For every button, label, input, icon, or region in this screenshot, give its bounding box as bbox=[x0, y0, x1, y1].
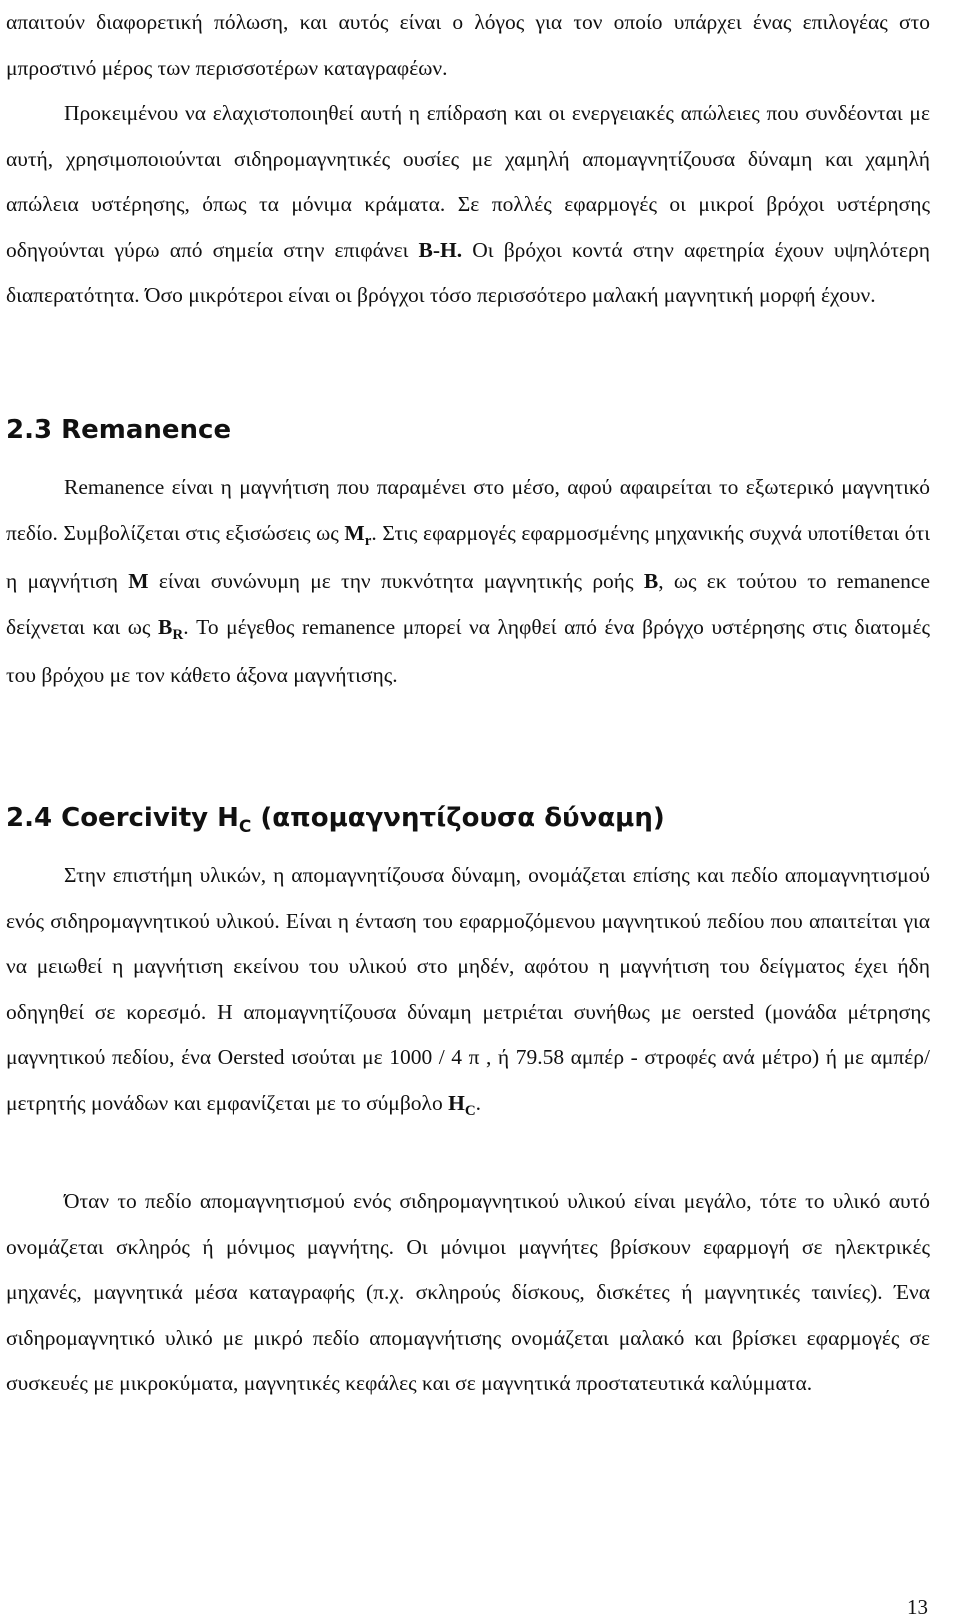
section-heading-remanence: 2.3 Remanence bbox=[6, 415, 232, 445]
m-symbol: M bbox=[128, 569, 149, 594]
remanence-text-5: . Το μέγεθος remanence μπορεί να ληφθεί από ένα βρόγχο υστέρησης στις διατομές του βρόχου με τον κάθετο άξονα μαγνήτισης. bbox=[6, 614, 930, 688]
hysteresis-text-1: Προκειμένου να ελαχιστοποιηθεί αυτή η επίδραση και οι ενεργειακές απώλειες που συνδέονται με αυτή, χρησιμοποιούνται σιδηρομαγνητικές ουσίες με χαμηλή απομαγνητίζουσα δύναμη και χαμηλή απώλεια υστέρησης, όπως τα μόνιμα κράματα. Σε πολλές εφαρμογές οι μικροί βρόχοι υστέρησης οδηγούνται γύρω από σημεία στην επιφάνει bbox=[6, 101, 930, 262]
br-symbol: $B_R$ bbox=[158, 614, 184, 643]
remanence-text-4: , ως εκ τούτου το remanence δείχνεται και ως bbox=[6, 569, 930, 639]
coercivity-paragraph bbox=[6, 853, 930, 1130]
hard-soft-text: Όταν το πεδίο απομαγνητισμού ενός σιδηρομαγνητικού υλικού είναι μεγάλο, τότε το υλικό αυτό ονομάζεται σκληρός ή μόνιμος μαγνήτης. Οι μόνιμοι μαγνήτες βρίσκουν εφαρμογή σε ηλεκτρικές μηχανές, μαγνητικά μέσα καταγραφής (π.χ. σκληρούς δίσκους, δισκέτες ή μαγνητικές ταινίες). Ένα σιδηρομαγνητικό υλικό με μικρό πεδίο απομαγνήτισης ονομάζεται μαλακό και βρίσκει εφαρμογές σε συσκευές με μικροκύματα, μαγνητικές κεφάλες και σε μαγνητικά προστατευτικά καλύμματα. bbox=[6, 1189, 930, 1396]
bh-symbol: B-H. bbox=[418, 237, 463, 262]
remanence-paragraph bbox=[6, 465, 930, 699]
section-heading-coercivity: 2.4 Coercivity $H_C$ (απομαγνητίζουσα δύναμη) bbox=[6, 803, 665, 837]
intro-text: απαιτούν διαφορετική πόλωση, και αυτός είναι ο λόγος για τον οποίο υπάρχει ένας επιλογέας στο μπροστινό μέρος των περισσοτέρων καταγραφέων. bbox=[6, 10, 930, 80]
page-number: 13 bbox=[907, 1595, 928, 1619]
hysteresis-text-2: Οι βρόχοι κοντά στην αφετηρία έχουν υψηλότερη διαπερατότητα. Όσο μικρότεροι είναι οι βρόγχοι τόσο περισσότερο μαλακή μαγνητική μορφή έχουν. bbox=[6, 237, 930, 308]
hc-symbol: $H_C$ bbox=[448, 1090, 476, 1119]
remanence-text-1: Remanence είναι η μαγνήτιση που παραμένει στο μέσο, αφού αφαιρείται το εξωτερικό μαγνητικό πεδίο. Συμβολίζεται στις εξισώσεις ως bbox=[6, 475, 930, 545]
remanence-text-3: είναι συνώνυμη με την πυκνότητα μαγνητικής ροής bbox=[148, 569, 644, 594]
coercivity-text-2: . bbox=[475, 1090, 482, 1115]
remanence-text-2: . Στις εφαρμογές εφαρμοσμένης μηχανικής συχνά υποτίθεται ότι η μαγνήτιση bbox=[6, 520, 930, 594]
coercivity-text-1: Στην επιστήμη υλικών, η απομαγνητίζουσα δύναμη, ονομάζεται επίσης και πεδίο απομαγνητισμού ενός σιδηρομαγνητικού υλικού. Είναι η ένταση του εφαρμοζόμενου μαγνητικού πεδίου που απαιτείται για να μειωθεί η μαγνήτιση εκείνου του υλικού στο μηδέν, αφότου η μαγνήτιση του δείγματος έχει ήδη οδηγηθεί σε κορεσμό. Η απομαγνητίζουσα δύναμη μετριέται συνήθως με oersted (μονάδα μέτρησης μαγνητικού πεδίου, ένα Oersted ισούται με 1000 / 4 π , ή 79.58 αμπέρ - στροφές ανά μέτρο) ή με αμπέρ/ μετρητής μονάδων και εμφανίζεται με το σύμβολο bbox=[6, 863, 930, 1115]
b-symbol: B bbox=[643, 569, 659, 594]
hard-soft-paragraph bbox=[6, 1179, 930, 1407]
intro-paragraph bbox=[6, 0, 930, 91]
hysteresis-paragraph bbox=[6, 91, 930, 319]
mr-symbol: $M_r$ bbox=[344, 520, 372, 549]
